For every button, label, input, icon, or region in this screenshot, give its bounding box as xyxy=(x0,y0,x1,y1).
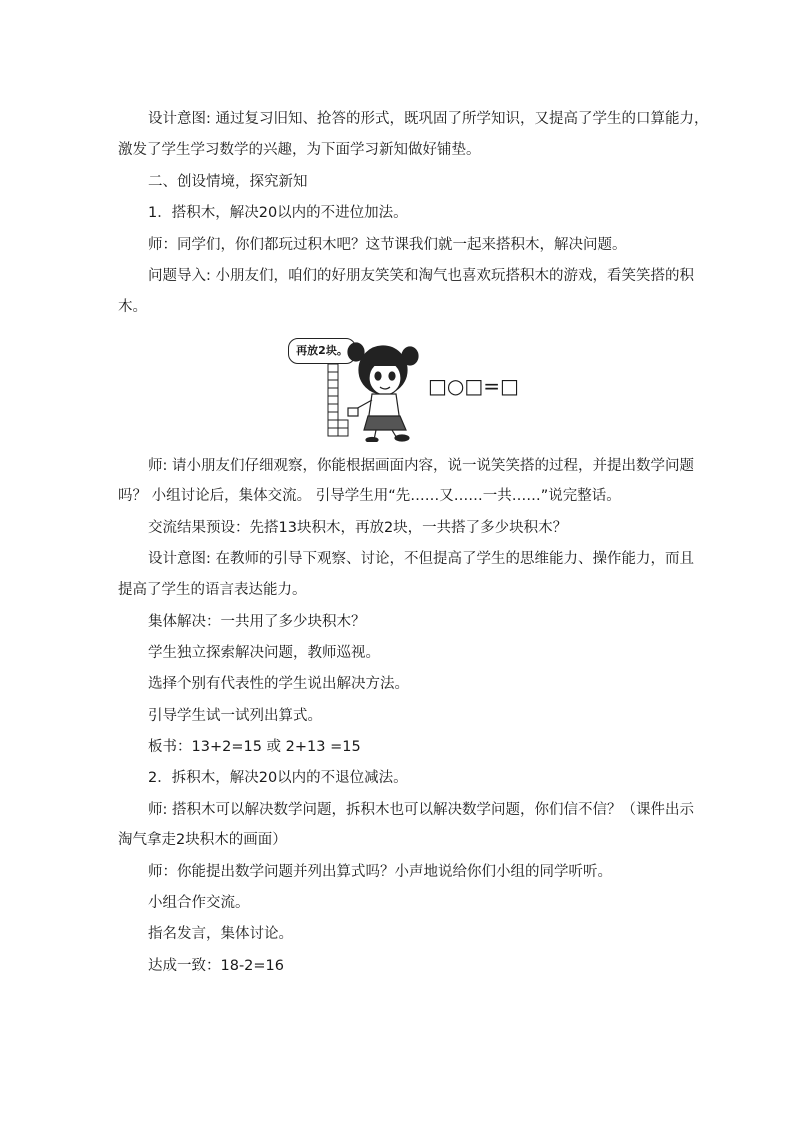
paragraph-named-speech: 指名发言，集体讨论。 xyxy=(148,926,293,942)
paragraph-teacher-observe-cont: 吗？ 小组讨论后，集体交流。 引导学生用“先……又……一共……”说完整话。 xyxy=(118,488,621,504)
paragraph-design-intent-1-cont: 激发了学生学习数学的兴趣，为下面学习新知做好铺垫。 xyxy=(118,142,481,158)
block-tower-icon xyxy=(328,364,348,436)
paragraph-design-intent-2: 设计意图: 在教师的引导下观察、讨论，不但提高了学生的思维能力、操作能力，而且 xyxy=(148,551,694,567)
paragraph-independent-explore: 学生独立探索解决问题，教师巡视。 xyxy=(148,645,380,661)
paragraph-group-exchange: 小组合作交流。 xyxy=(148,895,250,911)
paragraph-expected-result: 交流结果预设：先搭13块积木，再放2块，一共搭了多少块积木？ xyxy=(148,520,568,536)
paragraph-select-student: 选择个别有代表性的学生说出解决方法。 xyxy=(148,676,409,692)
paragraph-design-intent-2-cont: 提高了学生的语言表达能力。 xyxy=(118,582,307,598)
speech-bubble: 再放2块。 xyxy=(288,338,356,364)
paragraph-problem-intro: 问题导入: 小朋友们，咱们的好朋友笑笑和淘气也喜欢玩搭积木的游戏，看笑笑搭的积 xyxy=(148,268,694,284)
paragraph-problem-intro-cont: 木。 xyxy=(118,299,147,315)
paragraph-board-writing: 板书：13+2=15 或 2+13 =15 xyxy=(148,739,361,755)
subheading-taking-blocks: 2．拆积木，解决20以内的不退位减法。 xyxy=(148,770,408,786)
paragraph-teacher-observe: 师: 请小朋友们仔细观察，你能根据画面内容，说一说笑笑搭的过程，并提出数学问题 xyxy=(148,458,694,474)
paragraph-design-intent-1: 设计意图: 通过复习旧知、抢答的形式，既巩固了所学知识，又提高了学生的口算能力， xyxy=(148,111,709,127)
paragraph-guide-formula: 引导学生试一试列出算式。 xyxy=(148,708,322,724)
subheading-building-blocks: 1．搭积木，解决20以内的不进位加法。 xyxy=(148,205,408,221)
paragraph-teacher-3: 师：你能提出数学问题并列出算式吗？小声地说给你们小组的同学听听。 xyxy=(148,864,612,880)
paragraph-teacher-2-cont: 淘气拿走2块积木的画面） xyxy=(118,832,287,848)
paragraph-collective-solve: 集体解决：一共用了多少块积木？ xyxy=(148,614,366,630)
equation-template: □○□=□ xyxy=(428,374,519,398)
paragraph-teacher-1: 师：同学们，你们都玩过积木吧？这节课我们就一起来搭积木，解决问题。 xyxy=(148,237,627,253)
paragraph-consensus: 达成一致：18-2=16 xyxy=(148,958,285,974)
girl-icon xyxy=(348,343,418,442)
paragraph-teacher-2: 师: 搭积木可以解决数学问题，拆积木也可以解决数学问题，你们信不信？（课件出示 xyxy=(148,802,694,818)
illustration-girl-building-blocks xyxy=(288,330,528,442)
section-heading-2: 二、创设情境，探究新知 xyxy=(148,174,308,190)
